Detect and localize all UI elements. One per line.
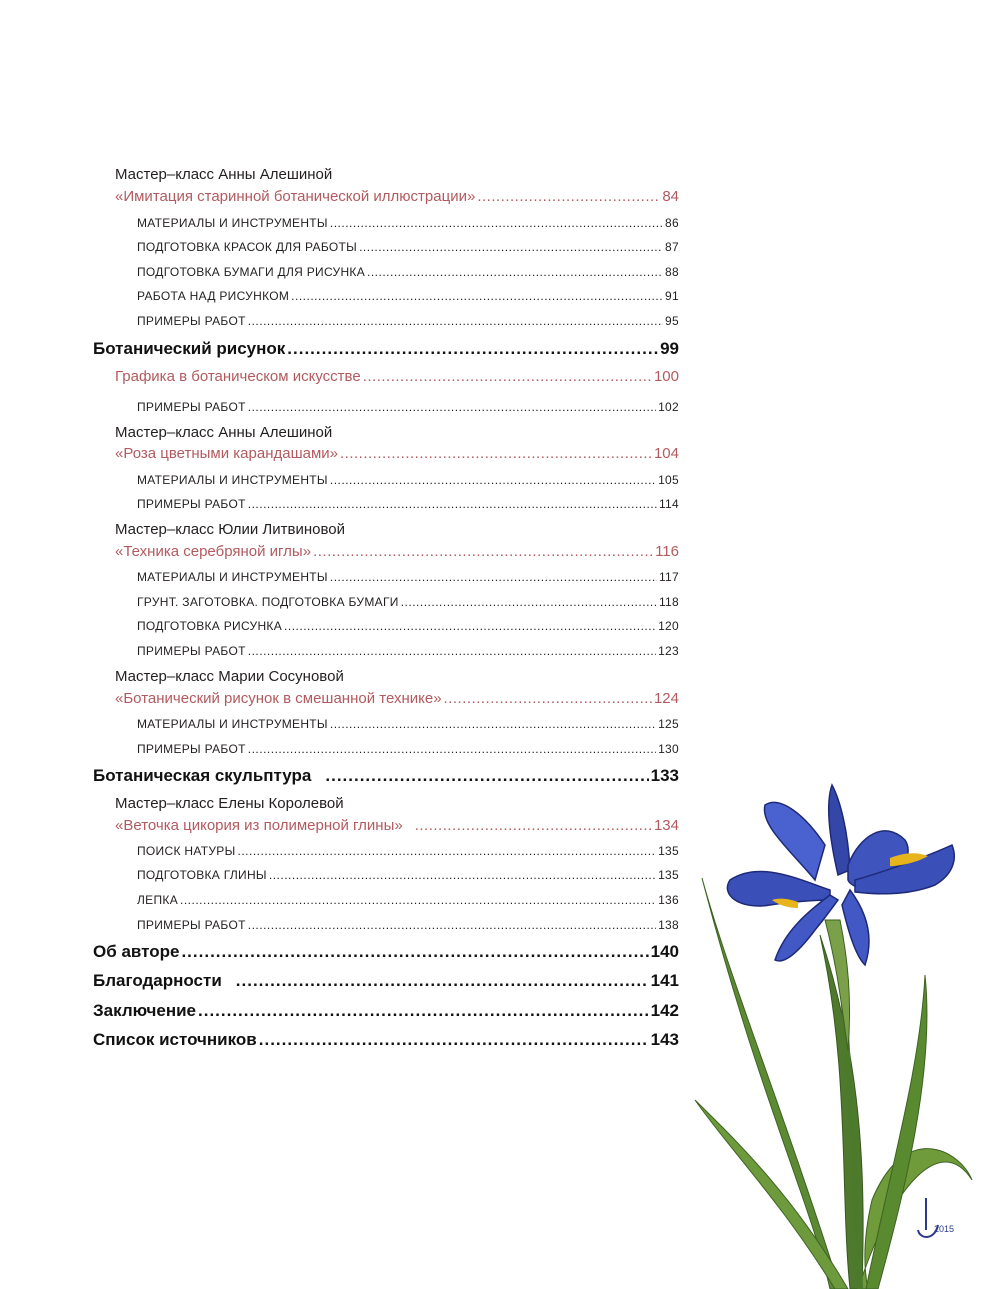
leader-dots <box>477 188 660 205</box>
toc-entry-page: 84 <box>662 188 679 205</box>
toc-entry-sub[interactable] <box>137 570 679 584</box>
toc-entry-page: 87 <box>665 240 679 254</box>
toc-entry-page: 104 <box>653 445 679 462</box>
leader-dots <box>313 543 653 560</box>
toc-entry-page: 91 <box>665 289 679 303</box>
leader-dots <box>444 690 652 707</box>
leader-dots <box>330 717 656 731</box>
toc-entry-title: МАТЕРИАЛЫ И ИНСТРУМЕНТЫ <box>137 216 328 230</box>
toc-entry-sub[interactable] <box>137 644 679 658</box>
toc-entry-page: 117 <box>658 570 679 584</box>
iris-illustration <box>690 770 1000 1289</box>
toc-entry-title: МАТЕРИАЛЫ И ИНСТРУМЕНТЫ <box>137 570 328 584</box>
leader-dots <box>259 1030 649 1050</box>
toc-section-page: 141 <box>650 971 679 990</box>
leader-dots <box>238 844 657 858</box>
toc-section-title: Ботанический рисунок <box>93 339 286 358</box>
leader-dots <box>401 595 657 609</box>
leader-dots <box>367 265 663 279</box>
toc-entry-title: ЛЕПКА <box>137 893 178 907</box>
toc-entry-sub[interactable] <box>137 918 679 932</box>
toc-section[interactable] <box>93 1030 679 1050</box>
toc-entry-page: 88 <box>665 265 679 279</box>
toc-entry-page: 102 <box>658 400 679 414</box>
toc-entry-sub[interactable] <box>137 240 679 254</box>
toc-section[interactable] <box>93 339 679 359</box>
toc-entry-page: 138 <box>658 918 679 932</box>
leader-dots <box>363 368 652 385</box>
iris-petal <box>764 802 825 880</box>
signature-year: 2015 <box>934 1224 955 1234</box>
toc-entry-title: МАТЕРИАЛЫ И ИНСТРУМЕНТЫ <box>137 717 328 731</box>
toc-entry-work[interactable] <box>115 817 679 834</box>
leader-dots <box>248 644 656 658</box>
master-class-heading: Мастер–класс Марии Сосуновой <box>115 668 344 685</box>
toc-entry-page: 120 <box>658 619 679 633</box>
toc-section-page: 140 <box>650 942 679 961</box>
toc-entry-work[interactable] <box>115 368 679 385</box>
leader-dots <box>236 971 649 991</box>
toc-entry-page: 105 <box>658 473 679 487</box>
toc-entry-sub[interactable] <box>137 868 679 882</box>
toc-entry-title: МАТЕРИАЛЫ И ИНСТРУМЕНТЫ <box>137 473 328 487</box>
toc-entry-page: 125 <box>658 717 679 731</box>
toc-entry-title: РАБОТА НАД РИСУНКОМ <box>137 289 290 303</box>
leader-dots <box>198 1001 649 1021</box>
leader-dots <box>359 240 663 254</box>
toc-section-title: Ботаническая скульптура <box>93 766 312 785</box>
leader-dots <box>181 942 648 962</box>
master-class-heading: Мастер–класс Юлии Литвиновой <box>115 521 345 538</box>
toc-section-title: Заключение <box>93 1001 196 1020</box>
iris-leaf <box>702 878 840 1289</box>
leader-dots <box>269 868 656 882</box>
toc-entry-sub[interactable] <box>137 473 679 487</box>
leader-dots <box>287 339 658 359</box>
leader-dots <box>248 742 656 756</box>
toc-entry-page: 135 <box>658 844 679 858</box>
iris-petal <box>829 785 850 875</box>
toc-section-title: Список источников <box>93 1030 257 1049</box>
toc-entry-work[interactable] <box>115 690 679 707</box>
leader-dots <box>330 473 656 487</box>
toc-entry-title: Графика в ботаническом искусстве <box>115 368 361 385</box>
toc-entry-page: 124 <box>653 690 679 707</box>
master-class-heading: Мастер–класс Анны Алешиной <box>115 424 333 441</box>
leader-dots <box>291 289 663 303</box>
toc-entry-title: «Имитация старинной ботанической иллюстрации» <box>115 188 476 205</box>
master-class-heading: Мастер–класс Анны Алешиной <box>115 166 333 183</box>
toc-entry-page: 116 <box>655 543 679 560</box>
toc-entry-sub[interactable] <box>137 619 679 633</box>
toc-entry-page: 134 <box>653 817 679 834</box>
leader-dots <box>325 766 648 786</box>
toc-entry-title: «Веточка цикория из полимерной глины» <box>115 817 403 834</box>
iris-leaf <box>695 1100 848 1289</box>
leader-dots <box>340 445 652 462</box>
toc-section[interactable] <box>93 942 679 962</box>
toc-entry-work[interactable] <box>115 543 679 560</box>
toc-entry-page: 114 <box>658 497 679 511</box>
toc-entry-sub[interactable] <box>137 844 679 858</box>
toc-section-page: 142 <box>650 1001 679 1020</box>
toc-entry-work[interactable] <box>115 445 679 462</box>
toc-entry-page: 136 <box>658 893 679 907</box>
toc-section-page: 133 <box>650 766 679 785</box>
leader-dots <box>330 216 663 230</box>
toc-entry-page: 135 <box>658 868 679 882</box>
toc-entry-page: 118 <box>658 595 679 609</box>
toc-entry-title: ПРИМЕРЫ РАБОТ <box>137 314 246 328</box>
toc-entry-title: ПРИМЕРЫ РАБОТ <box>137 644 246 658</box>
toc-section[interactable] <box>93 971 679 991</box>
toc-entry-title: ПРИМЕРЫ РАБОТ <box>137 918 246 932</box>
toc-section[interactable] <box>93 766 679 786</box>
toc-entry-work[interactable] <box>115 188 679 205</box>
toc-entry-page: 86 <box>665 216 679 230</box>
master-class-heading: Мастер–класс Елены Королевой <box>115 795 344 812</box>
toc-entry-title: «Техника серебряной иглы» <box>115 543 312 560</box>
leader-dots <box>415 817 652 834</box>
toc-entry-sub[interactable] <box>137 314 679 328</box>
toc-entry-page: 95 <box>665 314 679 328</box>
toc-entry-sub[interactable] <box>137 717 679 731</box>
toc-section-title: Благодарности <box>93 971 222 990</box>
leader-dots <box>248 918 656 932</box>
toc-section-page: 143 <box>650 1030 679 1049</box>
leader-dots <box>248 314 663 328</box>
toc-entry-title: ПОДГОТОВКА БУМАГИ ДЛЯ РИСУНКА <box>137 265 365 279</box>
toc-entry-page: 123 <box>658 644 679 658</box>
toc-entry-sub[interactable] <box>137 400 679 414</box>
table-of-contents <box>93 0 679 1289</box>
toc-entry-title: ГРУНТ. ЗАГОТОВКА. ПОДГОТОВКА БУМАГИ <box>137 595 399 609</box>
toc-entry-title: «Роза цветными карандашами» <box>115 445 338 462</box>
toc-entry-sub[interactable] <box>137 289 679 303</box>
toc-entry-title: ПРИМЕРЫ РАБОТ <box>137 400 246 414</box>
toc-entry-page: 130 <box>658 742 679 756</box>
toc-section-page: 99 <box>660 339 679 358</box>
leader-dots <box>330 570 657 584</box>
leader-dots <box>284 619 656 633</box>
toc-entry-title: ПРИМЕРЫ РАБОТ <box>137 742 246 756</box>
toc-entry-page: 100 <box>653 368 679 385</box>
toc-entry-sub[interactable] <box>137 742 679 756</box>
toc-entry-sub[interactable] <box>137 265 679 279</box>
toc-entry-sub[interactable] <box>137 595 679 609</box>
leader-dots <box>180 893 656 907</box>
toc-entry-title: «Ботанический рисунок в смешанной технике» <box>115 690 442 707</box>
leader-dots <box>248 497 657 511</box>
toc-entry-sub[interactable] <box>137 216 679 230</box>
toc-entry-sub[interactable] <box>137 893 679 907</box>
toc-entry-sub[interactable] <box>137 497 679 511</box>
toc-entry-title: ПРИМЕРЫ РАБОТ <box>137 497 246 511</box>
toc-entry-title: ПОДГОТОВКА КРАСОК ДЛЯ РАБОТЫ <box>137 240 358 254</box>
toc-section-title: Об авторе <box>93 942 180 961</box>
toc-section[interactable] <box>93 1001 679 1021</box>
toc-entry-title: ПОДГОТОВКА РИСУНКА <box>137 619 283 633</box>
toc-entry-title: ПОИСК НАТУРЫ <box>137 844 236 858</box>
toc-entry-title: ПОДГОТОВКА ГЛИНЫ <box>137 868 267 882</box>
leader-dots <box>248 400 656 414</box>
